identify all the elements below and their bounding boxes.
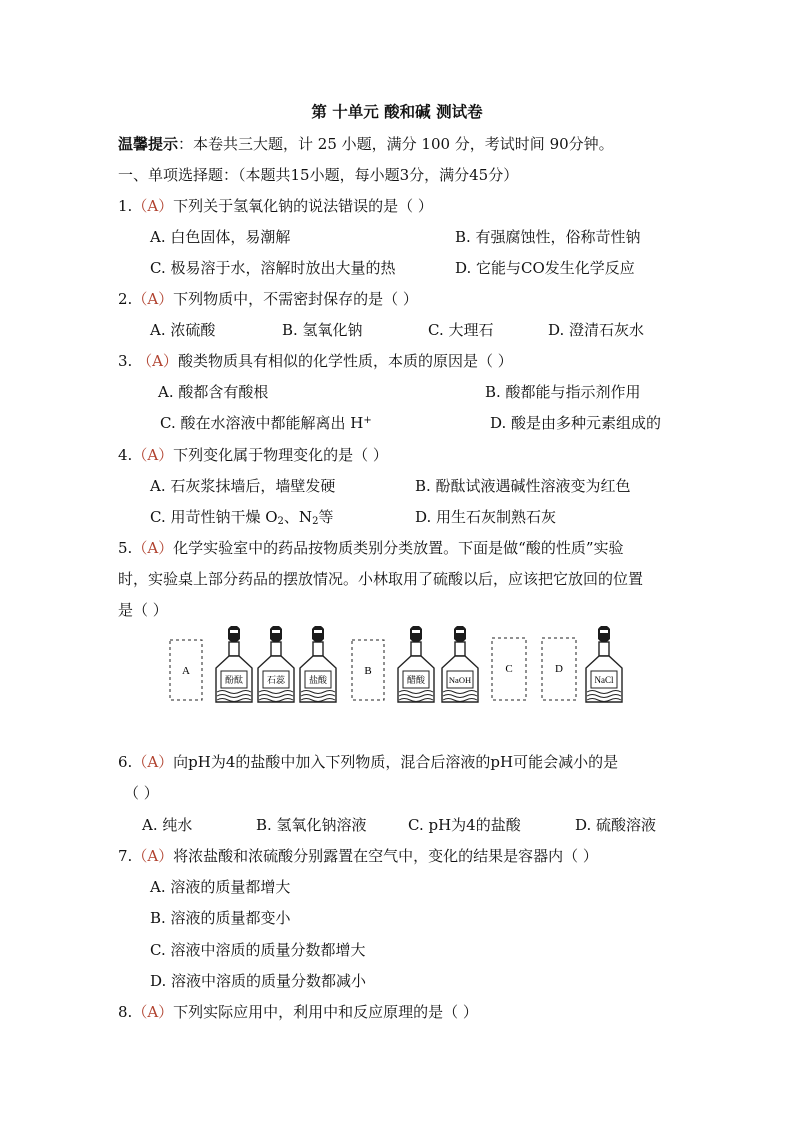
bottle-label: NaOH <box>448 675 472 685</box>
bottle-label: NaCl <box>594 675 614 685</box>
bottle-phenolphthalein <box>216 626 252 702</box>
q1-option-a: A. 白色固体，易潮解 <box>150 228 291 246</box>
q7-option-c: C. 溶液中溶质的质量分数都增大 <box>150 941 366 959</box>
slot-c-label: C <box>505 663 513 675</box>
q4-c-post: 等 <box>318 508 334 526</box>
q1-option-c: C. 极易溶于水，溶解时放出大量的热 <box>150 259 396 277</box>
bottle-sodium-hydroxide <box>442 626 478 702</box>
q6-option-d: D. 硫酸溶液 <box>575 816 657 834</box>
tip-text: ：本卷共三大题，计 25 小题，满分 100 分，考试时间 90分钟。 <box>178 135 614 153</box>
question-number: 6. <box>118 753 133 771</box>
tip-line <box>118 134 614 154</box>
q6-option-a: A. 纯水 <box>142 816 193 834</box>
q2-option-c: C. 大理石 <box>428 321 494 339</box>
q4-c-sub2: 2 <box>312 516 319 527</box>
q3-option-c <box>160 413 372 433</box>
q7-option-d: D. 溶液中溶质的质量分数都减小 <box>150 972 367 990</box>
page-title: 第 十单元 酸和碱 测试卷 <box>311 102 483 121</box>
question-number: 2. <box>118 290 133 308</box>
bottle-litmus <box>258 626 294 702</box>
question-stem: 向pH为4的盐酸中加入下列物质，混合后溶液的pH可能会减小的是 <box>173 753 619 771</box>
bottle-hydrochloric-acid <box>300 626 336 702</box>
question-number: 4. <box>118 446 133 464</box>
q7-option-b: B. 溶液的质量都变小 <box>150 909 291 927</box>
difficulty-tag: （A） <box>137 352 178 370</box>
section-heading: 一、单项选择题：（本题共15小题，每小题3分，满分45分） <box>118 166 519 184</box>
question-1 <box>118 196 433 216</box>
question-stem: 下列关于氢氧化钠的说法错误的是（ ） <box>173 197 433 215</box>
q5-stem-line2: 时，实验桌上部分药品的摆放情况。小林取用了硫酸以后，应该把它放回的位置 <box>118 570 644 588</box>
tip-label: 温馨提示 <box>118 135 179 153</box>
slot-a-label: A <box>182 665 190 677</box>
slot-b-label: B <box>364 665 372 677</box>
q4-c-sub1: 2 <box>277 516 284 527</box>
slot-d-label: D <box>555 663 563 675</box>
q1-option-d: D. 它能与CO发生化学反应 <box>455 259 635 277</box>
question-8 <box>118 1002 478 1022</box>
q5-stem-line3: 是（ ） <box>118 601 168 619</box>
bottle-label: 石蕊 <box>266 676 286 686</box>
q6-option-b: B. 氢氧化钠溶液 <box>256 816 367 834</box>
question-number: 1. <box>118 197 133 215</box>
question-stem: 将浓盐酸和浓硫酸分别露置在空气中，变化的结果是容器内（ ） <box>173 847 598 865</box>
question-2 <box>118 289 418 309</box>
q4-option-d: D. 用生石灰制熟石灰 <box>415 508 557 526</box>
question-7 <box>118 846 598 866</box>
question-number: 3. <box>118 352 133 370</box>
q4-option-b: B. 酚酞试液遇碱性溶液变为红色 <box>415 477 631 495</box>
difficulty-tag: （A） <box>132 446 174 464</box>
question-3 <box>118 351 513 371</box>
q4-option-a: A. 石灰浆抹墙后，墙壁发硬 <box>150 477 336 495</box>
difficulty-tag: （A） <box>132 290 174 308</box>
reagent-shelf-figure <box>166 626 628 704</box>
bottle-label: 醋酸 <box>406 676 426 686</box>
question-stem-line1: 化学实验室中的药品按物质类别分类放置。下面是做“酸的性质”实验 <box>173 539 624 557</box>
question-5 <box>118 538 624 558</box>
bottle-label: 盐酸 <box>308 676 328 686</box>
slot-d <box>542 638 576 700</box>
bottle-label: 酚酞 <box>224 676 244 686</box>
q2-option-d: D. 澄清石灰水 <box>548 321 645 339</box>
question-stem: 酸类物质具有相似的化学性质，本质的原因是（ ） <box>177 352 513 370</box>
q2-option-a: A. 浓硫酸 <box>150 321 216 339</box>
difficulty-tag: （A） <box>132 539 174 557</box>
question-number: 5. <box>118 539 133 557</box>
question-6 <box>118 752 618 772</box>
q3-option-a: A. 酸都含有酸根 <box>158 383 269 401</box>
q3-option-c-sup: + <box>363 415 372 426</box>
q4-c-pre: C. 用苛性钠干燥 O <box>150 508 278 526</box>
difficulty-tag: （A） <box>132 847 174 865</box>
question-stem: 下列物质中，不需密封保存的是（ ） <box>173 290 418 308</box>
slot-c <box>492 638 526 700</box>
q2-option-b: B. 氢氧化钠 <box>282 321 363 339</box>
question-number: 7. <box>118 847 133 865</box>
q6-answer-paren: （ ） <box>124 784 159 802</box>
question-stem: 下列变化属于物理变化的是（ ） <box>173 446 388 464</box>
bottle-sodium-chloride <box>586 626 622 702</box>
difficulty-tag: （A） <box>132 197 174 215</box>
slot-b <box>352 640 384 700</box>
q3-option-d: D. 酸是由多种元素组成的 <box>490 414 662 432</box>
q3-option-b: B. 酸都能与指示剂作用 <box>485 383 641 401</box>
q1-option-b: B. 有强腐蚀性，俗称苛性钠 <box>455 228 641 246</box>
question-4 <box>118 445 388 465</box>
q6-option-c: C. pH为4的盐酸 <box>408 816 521 834</box>
question-stem: 下列实际应用中，利用中和反应原理的是（ ） <box>173 1003 478 1021</box>
difficulty-tag: （A） <box>132 1003 174 1021</box>
slot-a <box>170 640 202 700</box>
bottle-acetic-acid <box>398 626 434 702</box>
difficulty-tag: （A） <box>132 753 174 771</box>
q4-option-c <box>150 507 333 527</box>
question-number: 8. <box>118 1003 133 1021</box>
q4-c-mid: 、N <box>283 508 313 526</box>
q3-option-c-text: C. 酸在水溶液中都能解离出 H <box>160 414 364 432</box>
q7-option-a: A. 溶液的质量都增大 <box>150 878 291 896</box>
